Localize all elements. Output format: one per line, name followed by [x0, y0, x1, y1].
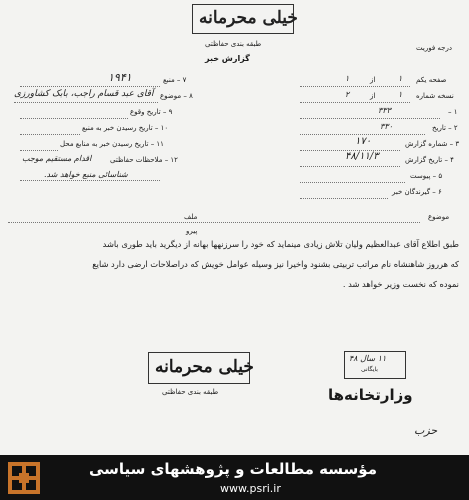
page-of-label: از [370, 76, 376, 84]
subject-value-top: آقای عبد قسام راجب، بابک کشاورزی [14, 89, 154, 99]
signature: حزب [414, 424, 438, 437]
copy-number-value: ۱ [398, 90, 403, 99]
body-line-3: نموده که نخست وزیر خواهد شد . [342, 279, 459, 289]
report-title: گزارش خبر [205, 54, 250, 63]
security-notes-label: ۱۲ – ملاحظات حفاظتی [110, 156, 178, 164]
subject-label: موضوع [428, 213, 450, 221]
institute-name: مؤسسه مطالعات و پژوهشهای سیاسی [88, 460, 377, 478]
source-receive-date-label: ۱۰ – تاریخ رسیدن خبر به منبع [82, 124, 169, 132]
top-classification-stamp [192, 4, 298, 34]
field-2-value: ۳۳۰ [380, 122, 393, 131]
institute-url: www.psri.ir [220, 482, 281, 495]
occurrence-date-label: ۹ – تاریخ وقوع [130, 108, 173, 116]
subject-label-top: ۸ – موضوع [160, 92, 193, 100]
security-notes-value: اقدام مستقیم موجب [22, 154, 92, 163]
report-date-value: ۴۸/۱۱/۳ [345, 151, 379, 162]
page-total-value: ۱ [345, 74, 350, 83]
bottom-stamp-text: خیلی محرمانه [155, 357, 254, 377]
reference-label: ملف [184, 213, 198, 221]
top-class-label: طبقه بندی حفاظتی [205, 40, 262, 48]
security-notes-value-2: شناسائی منبع خواهد شد. [44, 170, 128, 179]
body-line-2: که هرروز شاهنشاه نام مراتب تربیتی بشنود واخیرا نیز وسیله عوامل خویش که دراصلاحات ارضی دارد شایع [92, 259, 459, 269]
copy-of-label: از [370, 92, 376, 100]
copy-total-value: ۲ [345, 90, 350, 99]
local-receive-date-label: ۱۱ – تاریخ رسیدن خبر به منابع محل [60, 140, 164, 148]
bottom-class-label: طبقه بندی حفاظتی [162, 388, 219, 396]
report-number-label: ۳ – شماره گزارش [405, 140, 460, 148]
attachment-label: ۵ – پیوست [410, 172, 443, 180]
ministry-label: وزارتخانه‌ها [328, 386, 413, 404]
source-label: ۷ – منبع [163, 76, 187, 84]
source-value: ۱۹۴۱ [108, 71, 132, 84]
field-2-label: ۲ – تاریخ [432, 124, 458, 132]
urgency-label: درجه فوریت [416, 44, 452, 52]
report-date-label: ۴ – تاریخ گزارش [405, 156, 454, 164]
field-1-value: ۳۳۳ [378, 106, 391, 115]
top-stamp-text: خیلی محرمانه [199, 8, 298, 28]
recipients-label: ۶ – گیرندگان خبر [392, 188, 442, 196]
watermark-banner [0, 455, 469, 500]
back-ref-label: پیرو [186, 227, 198, 235]
receipt-stamp [344, 351, 406, 379]
bottom-classification-stamp [148, 352, 254, 384]
body-line-1: طبق اطلاع آقای عبدالعظیم ولیان تلاش زیادی مینماید که خود را سرزنهها بهانه از دیگرید باید طوری باشد [102, 239, 459, 249]
receipt-stamp-sub: بایگانی [361, 366, 378, 373]
page-number-label: صفحه یکم [416, 76, 447, 84]
report-number-value: ۱۷۰ [355, 136, 372, 147]
page-number-value: ۱ [398, 74, 403, 83]
field-1-label: ۱ – [448, 108, 458, 116]
copy-number-label: نسخه شماره [416, 92, 454, 100]
psri-logo-icon [8, 462, 40, 494]
receipt-stamp-date: ۱۱ سال ۴۸ [349, 354, 387, 363]
